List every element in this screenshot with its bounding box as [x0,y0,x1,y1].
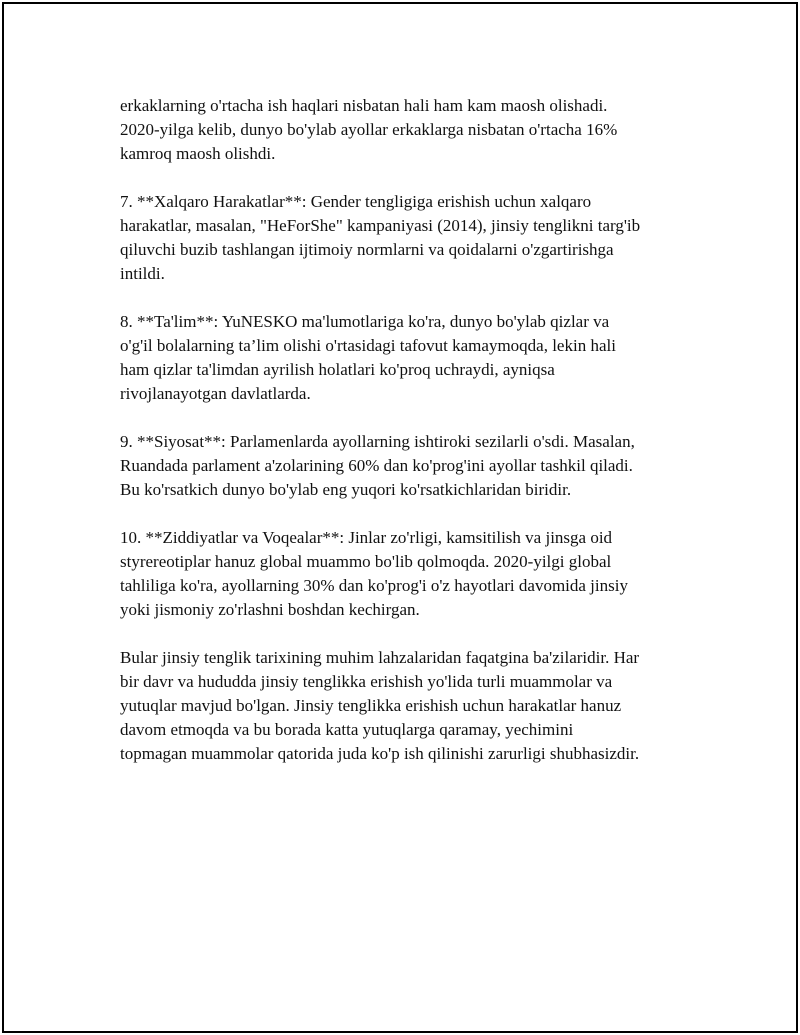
text-line: davom etmoqda va bu borada katta yutuqlarga qaramay, yechimini [120,720,574,739]
text-line: yutuqlar mavjud bo'lgan. Jinsiy tenglikka erishish uchun harakatlar hanuz [120,696,622,715]
text-line: bir davr va hududda jinsiy tenglikka erishish yo'lida turli muammolar va [120,672,613,691]
text-line: Bu ko'rsatkich dunyo bo'ylab eng yuqori ko'rsatkichlaridan biridir. [120,480,572,499]
paragraph-conflicts [120,526,700,622]
text-line: ham qizlar ta'limdan ayrilish holatlari ko'proq uchraydi, ayniqsa [120,360,555,379]
text-line: tahliliga ko'ra, ayollarning 30% dan ko'prog'i o'z hayotlari davomida jinsiy [120,576,628,595]
text-line: erkaklarning o'rtacha ish haqlari nisbatan hali ham kam maosh olishadi. [120,96,608,115]
text-line: harakatlar, masalan, "HeForShe" kampaniyasi (2014), jinsiy tenglikni targ'ib [120,216,641,235]
paragraph-education [120,310,700,406]
paragraph-politics [120,430,700,502]
text-line: rivojlanayotgan davlatlarda. [120,384,311,403]
text-line: 7. **Xalqaro Harakatlar**: Gender tengligiga erishish uchun xalqaro [120,192,592,211]
text-line: styrereotiplar hanuz global muammo bo'lib qolmoqda. 2020-yilgi global [120,552,612,571]
document-page [2,2,798,1033]
text-line: Bular jinsiy tenglik tarixining muhim lahzalaridan faqatgina ba'zilaridir. Har [120,648,640,667]
text-line: o'g'il bolalarning ta’lim olishi o'rtasidagi tafovut kamaymoqda, lekin hali [120,336,616,355]
text-line: 9. **Siyosat**: Parlamenlarda ayollarning ishtiroki sezilarli o'sdi. Masalan, [120,432,635,451]
paragraph-wage-gap [120,94,700,166]
text-line: 10. **Ziddiyatlar va Voqealar**: Jinlar zo'rligi, kamsitilish va jinsga oid [120,528,613,547]
text-line: 2020-yilga kelib, dunyo bo'ylab ayollar erkaklarga nisbatan o'rtacha 16% [120,120,618,139]
paragraph-international-movements [120,190,700,286]
text-line: qiluvchi buzib tashlangan ijtimoiy normlarni va qoidalarni o'zgartirishga [120,240,614,259]
text-line: yoki jismoniy zo'rlashni boshdan kechirgan. [120,600,420,619]
text-line: 8. **Ta'lim**: YuNESKO ma'lumotlariga ko'ra, dunyo bo'ylab qizlar va [120,312,610,331]
text-line: topmagan muammolar qatorida juda ko'p ish qilinishi zarurligi shubhasizdir. [120,744,640,763]
document-body [120,94,700,790]
text-line: kamroq maosh olishdi. [120,144,276,163]
text-line: intildi. [120,264,165,283]
paragraph-conclusion [120,646,700,766]
text-line: Ruandada parlament a'zolarining 60% dan ko'prog'ini ayollar tashkil qiladi. [120,456,633,475]
